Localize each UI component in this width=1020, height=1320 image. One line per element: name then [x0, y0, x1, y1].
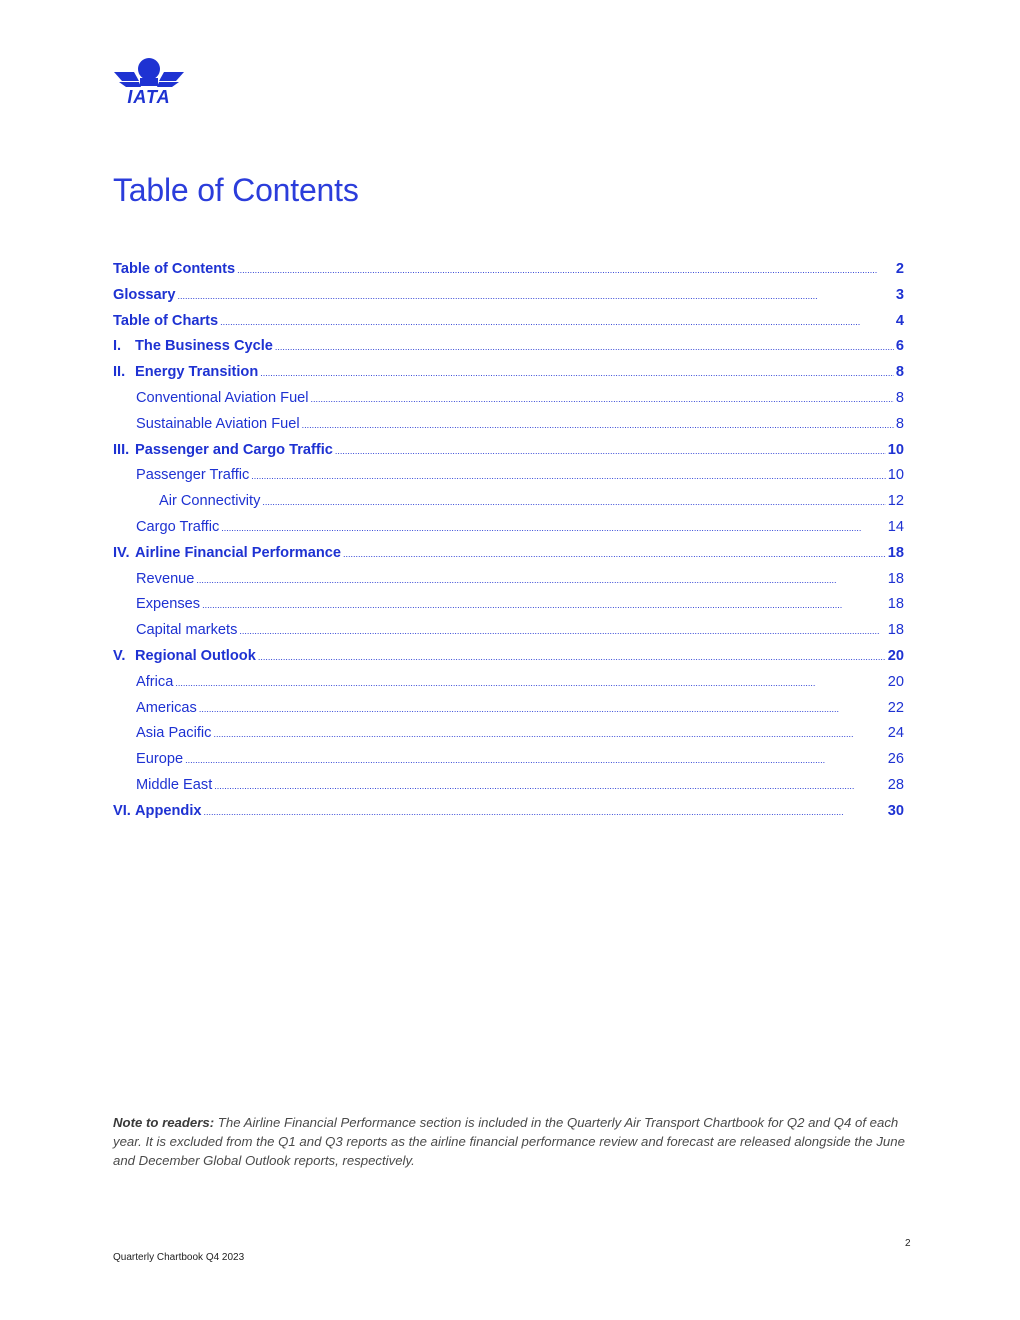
toc-dot-leader: [311, 390, 894, 406]
toc-entry-label: Africa: [136, 673, 174, 690]
toc-dot-leader: [175, 674, 885, 690]
toc-entry-page: 22: [887, 699, 904, 716]
toc-entry[interactable]: [113, 287, 904, 313]
iata-globe-wings-icon: [112, 56, 188, 106]
toc-entry-label: Americas: [136, 699, 197, 716]
toc-entry-page: 10: [887, 441, 904, 458]
toc-entry-label: Glossary: [113, 286, 176, 303]
toc-entry-page: 18: [887, 570, 904, 587]
toc-entry[interactable]: [113, 313, 904, 339]
toc-entry-page: 6: [895, 338, 904, 355]
toc-entry[interactable]: [113, 571, 904, 597]
toc-entry[interactable]: [113, 777, 904, 803]
toc-entry-page: 26: [887, 751, 904, 768]
toc-entry-page: 18: [887, 622, 904, 639]
toc-entry[interactable]: [113, 596, 904, 622]
toc-entry-page: 14: [887, 518, 904, 535]
toc-entry-number: I.: [113, 338, 122, 355]
toc-entry[interactable]: [113, 493, 904, 519]
note-to-readers: [113, 1113, 908, 1170]
toc-entry-label: The Business Cycle: [135, 338, 273, 355]
toc-dot-leader: [251, 467, 885, 483]
toc-dot-leader: [177, 287, 893, 303]
toc-entry-page: 8: [895, 364, 904, 381]
toc-entry[interactable]: [113, 751, 904, 777]
note-text: The Airline Financial Performance section is included in the Quarterly Air Transport Chartbook for Q2 and Q4 of each year. It is excluded from the Q1 and Q3 reports as the airline financial performance review and forecast are released alongside the June and December Global Outlook reports, respectively.: [113, 1115, 905, 1168]
toc-entry-label: Capital markets: [136, 622, 238, 639]
logo-text: IATA: [127, 87, 171, 106]
toc-entry-label: Europe: [136, 751, 184, 768]
toc-entry-label: Appendix: [135, 802, 202, 819]
toc-dot-leader: [213, 725, 885, 741]
toc-entry-label: Cargo Traffic: [136, 518, 220, 535]
toc-dot-leader: [239, 622, 885, 638]
toc-entry-label: Expenses: [136, 596, 201, 613]
toc-entry-label: Regional Outlook: [135, 647, 256, 664]
toc-dot-leader: [237, 261, 894, 277]
toc-entry-number: III.: [113, 441, 130, 458]
toc-entry[interactable]: [113, 390, 904, 416]
toc-dot-leader: [221, 519, 885, 535]
toc-dot-leader: [196, 571, 885, 587]
toc-entry-label: Air Connectivity: [159, 493, 261, 510]
toc-entry[interactable]: [113, 364, 904, 390]
page-number: 2: [905, 1238, 911, 1249]
toc-entry[interactable]: [113, 803, 904, 829]
toc-entry[interactable]: [113, 622, 904, 648]
toc-entry[interactable]: [113, 416, 904, 442]
footer-text: Quarterly Chartbook Q4 2023: [113, 1252, 245, 1263]
toc-entry[interactable]: [113, 648, 904, 674]
toc-entry[interactable]: [113, 338, 904, 364]
toc-entry-page: 20: [887, 673, 904, 690]
toc-entry-page: 18: [887, 596, 904, 613]
toc-entry-page: 8: [895, 389, 904, 406]
toc-dot-leader: [214, 777, 886, 793]
toc-entry-number: V.: [113, 647, 126, 664]
toc-dot-leader: [343, 545, 886, 561]
toc-entry-label: Passenger and Cargo Traffic: [135, 441, 333, 458]
toc-entry-label: Table of Contents: [113, 261, 236, 277]
toc-entry-label: Energy Transition: [135, 364, 259, 381]
toc-entry-label: Sustainable Aviation Fuel: [136, 415, 300, 432]
toc-dot-leader: [260, 364, 894, 380]
toc-entry[interactable]: [113, 545, 904, 571]
toc-entry[interactable]: [113, 467, 904, 493]
toc-entry-page: 8: [895, 415, 904, 432]
toc-dot-leader: [203, 803, 885, 819]
toc-entry-page: 3: [895, 286, 904, 303]
page-title: Table of Contents: [113, 172, 359, 208]
toc-entry-page: 30: [887, 802, 904, 819]
toc-dot-leader: [185, 751, 886, 767]
toc-entry[interactable]: [113, 442, 904, 468]
toc-dot-leader: [275, 338, 894, 354]
toc-entry[interactable]: [113, 700, 904, 726]
toc-dot-leader: [202, 596, 886, 612]
toc-entry-number: VI.: [113, 802, 131, 819]
toc-entry-label: Passenger Traffic: [136, 467, 250, 484]
toc-entry-page: 24: [887, 725, 904, 742]
toc-entry-page: 28: [887, 776, 904, 793]
toc-dot-leader: [199, 700, 886, 716]
toc-entry-label: Airline Financial Performance: [135, 544, 342, 561]
toc-entry-label: Middle East: [136, 776, 213, 793]
toc-entry-page: 20: [887, 647, 904, 664]
toc-dot-leader: [335, 442, 886, 458]
toc-entry-page: 12: [887, 493, 904, 510]
toc-dot-leader: [258, 648, 886, 664]
toc-entry-label: Revenue: [136, 570, 195, 587]
toc-entry-page: 4: [895, 312, 904, 329]
toc-dot-leader: [262, 493, 885, 509]
toc-entry-page: 2: [895, 261, 904, 277]
toc-entry[interactable]: [113, 519, 904, 545]
toc-entry-label: Asia Pacific: [136, 725, 212, 742]
toc-entry-page: 10: [887, 467, 904, 484]
toc-entry-label: Conventional Aviation Fuel: [136, 389, 309, 406]
note-lead: Note to readers:: [113, 1115, 215, 1130]
toc-entry[interactable]: [113, 261, 904, 287]
toc-dot-leader: [302, 416, 894, 432]
toc-dot-leader: [220, 313, 894, 329]
toc-entry[interactable]: [113, 725, 904, 751]
toc-entry[interactable]: [113, 674, 904, 700]
iata-logo: [112, 56, 188, 106]
toc-entry-label: Table of Charts: [113, 312, 219, 329]
toc-entry-number: II.: [113, 364, 126, 381]
table-of-contents: [113, 261, 904, 829]
toc-entry-number: IV.: [113, 544, 130, 561]
toc-entry-page: 18: [887, 544, 904, 561]
